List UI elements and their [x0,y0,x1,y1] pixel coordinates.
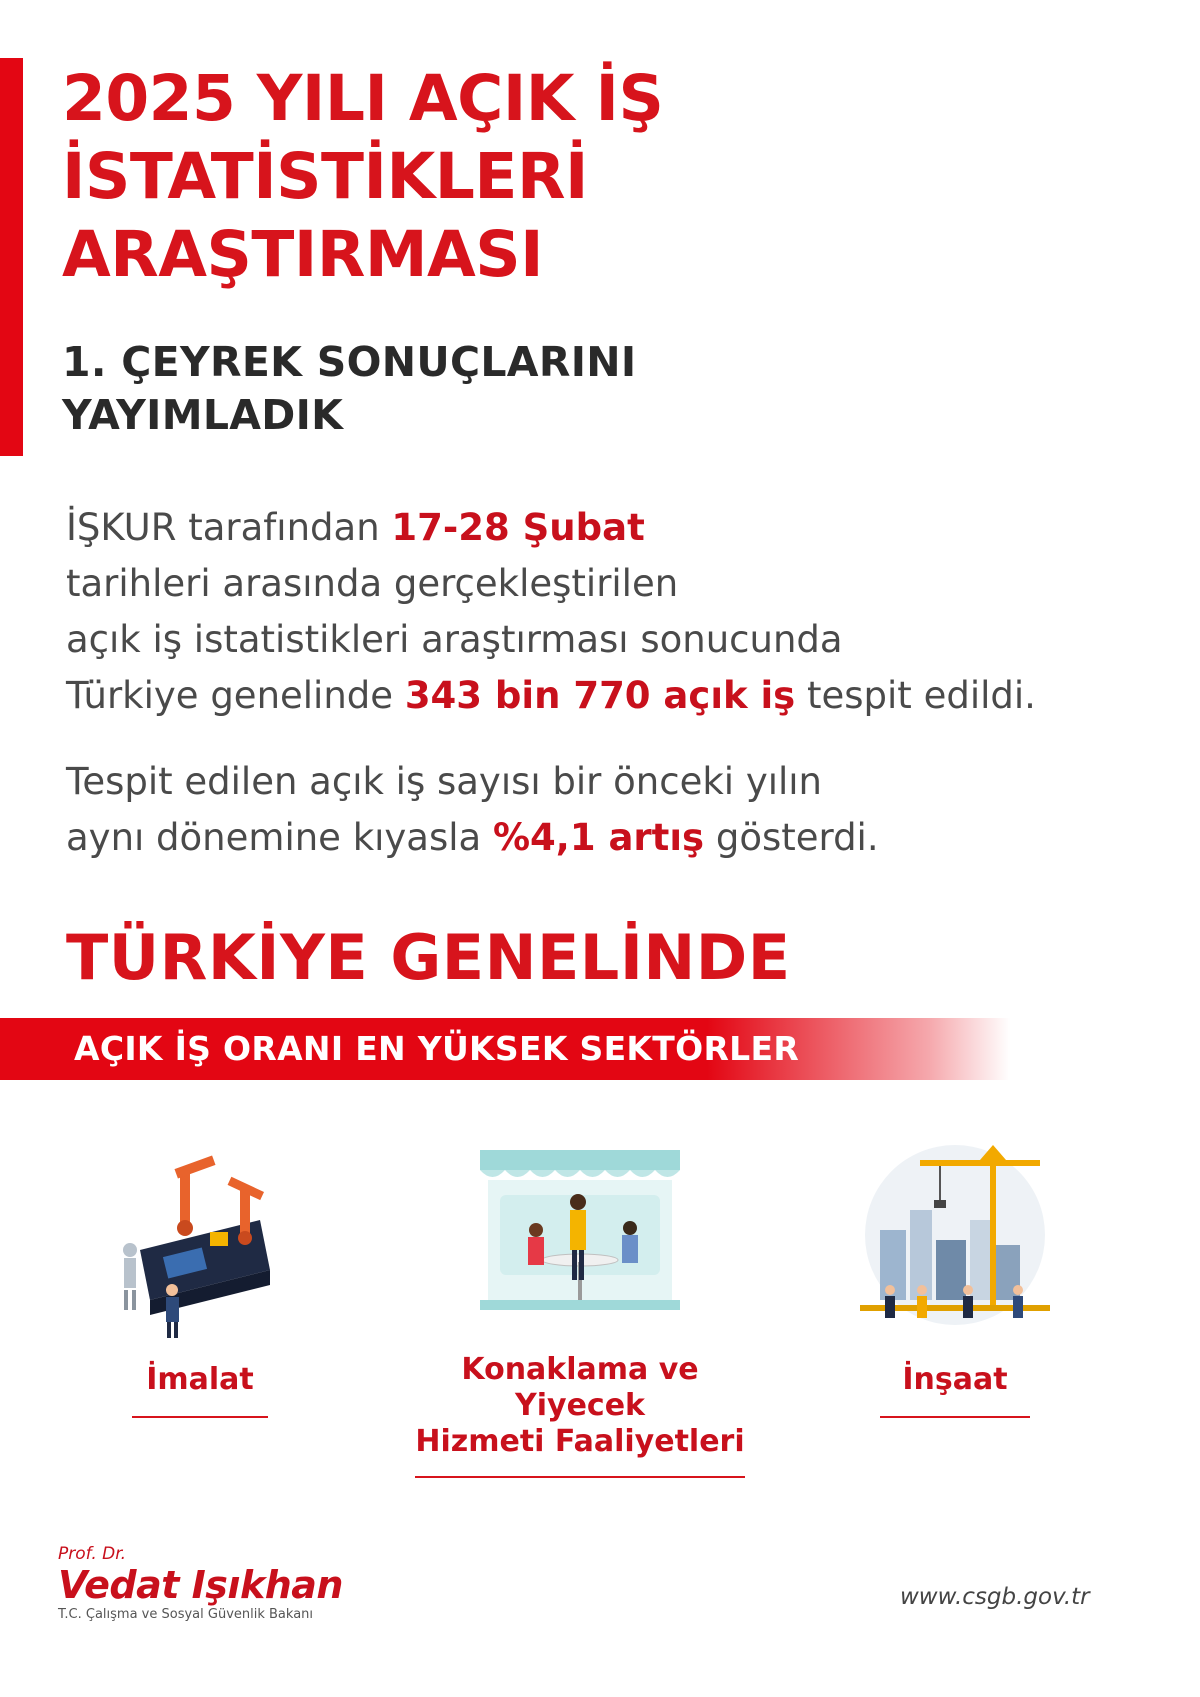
sector-hospitality [410,1140,750,1478]
signature-prefix: Prof. Dr. [58,1544,127,1564]
intro-text: Türkiye genelinde [66,674,405,717]
subtitle-line-1: 1. ÇEYREK SONUÇLARINI [62,338,637,386]
growth-line-2 [66,810,879,866]
section-heading: TÜRKİYE GENELİNDE [66,921,791,994]
date-highlight: 17-28 Şubat [391,506,645,549]
page-subtitle [62,336,762,442]
sector-underline [415,1476,745,1478]
intro-line-3: açık iş istatistikleri araştırması sonucunda [66,618,843,661]
growth-text: aynı dönemine kıyasla [66,816,493,859]
sector-label-hospitality-line-1: Konaklama ve Yiyecek [461,1352,699,1423]
title-line-1: 2025 YILI AÇIK İŞ [62,62,664,135]
website-link[interactable]: www.csgb.gov.tr [900,1584,1090,1610]
title-line-2: İSTATİSTİKLERİ [62,140,588,213]
sector-manufacturing [110,1140,290,1418]
intro-text: tespit edildi. [795,674,1036,717]
intro-paragraph [66,500,1036,724]
sector-underline [132,1416,268,1418]
growth-highlight: %4,1 artış [492,816,705,859]
subtitle-line-2: YAYIMLADIK [62,391,344,439]
accent-bar [0,58,23,456]
construction-crane-icon [850,1140,1060,1340]
sector-label-manufacturing: İmalat [146,1362,254,1397]
sectors-banner [0,1018,1010,1080]
cafe-icon [470,1140,690,1330]
factory-robot-icon [110,1140,290,1340]
sector-construction [850,1140,1060,1418]
count-highlight: 343 bin 770 açık iş [404,674,796,717]
signature-name: Vedat Işıkhan [58,1563,343,1607]
sector-label-hospitality-line-2: Hizmeti Faaliyetleri [415,1424,745,1459]
banner-text: AÇIK İŞ ORANI EN YÜKSEK SEKTÖRLER [74,1029,800,1068]
growth-line-1: Tespit edilen açık iş sayısı bir önceki yılın [66,760,823,803]
intro-line-4 [66,668,1036,724]
intro-line-2: tarihleri arasında gerçekleştirilen [66,562,679,605]
minister-signature [58,1544,343,1624]
growth-text: gösterdi. [704,816,879,859]
intro-text: İŞKUR tarafından [66,506,392,549]
growth-paragraph [66,754,879,866]
intro-line-1 [66,500,1036,556]
sector-underline [880,1416,1030,1418]
title-line-3: ARAŞTIRMASI [62,218,544,291]
signature-title: T.C. Çalışma ve Sosyal Güvenlik Bakanı [58,1607,314,1622]
sector-label-construction: İnşaat [902,1362,1008,1397]
page-title [62,60,822,294]
